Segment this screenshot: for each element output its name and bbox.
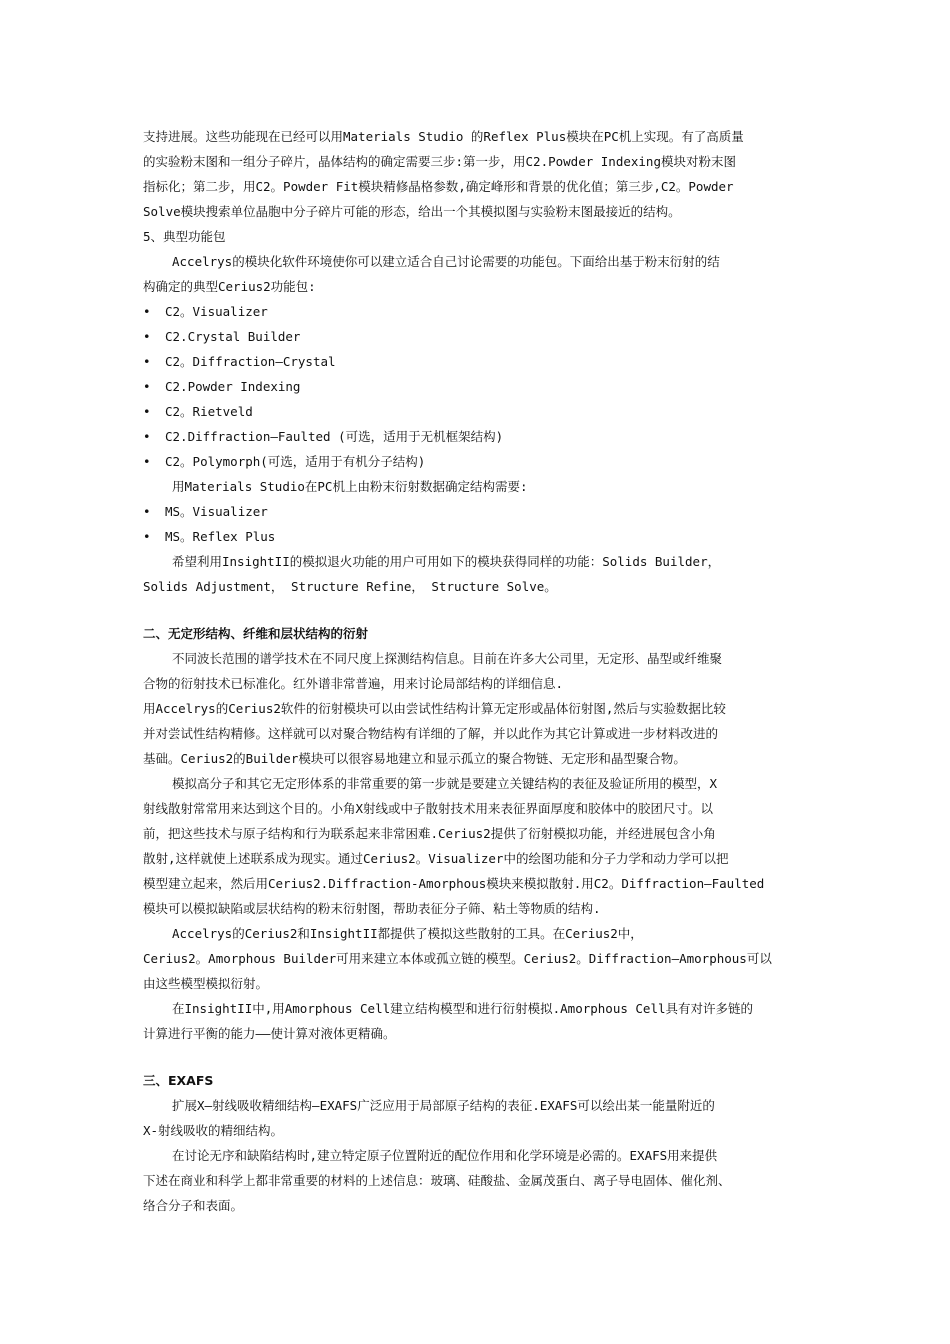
bullet-icon: • [143,504,151,519]
ms-package-list [143,499,813,549]
list-item [143,449,813,474]
text-line: 在讨论无序和缺陷结构时,建立特定原子位置附近的配位作用和化学环境是必需的。EXAFS用来提供 [172,1148,718,1163]
list-item [143,499,813,524]
text-line: 不同波长范围的谱学技术在不同尺度上探测结构信息。目前在许多大公司里，无定形、晶型或纤维聚 [172,651,723,666]
text-line: 络合分子和表面。 [143,1198,244,1213]
text-line: 模块可以模拟缺陷或层状结构的粉末衍射图，帮助表征分子筛、粘土等物质的结构. [143,901,601,916]
bullet-icon: • [143,329,151,344]
text-line: Accelrys的Cerius2和InsightII都提供了模拟这些散射的工具。在Cerius2中， [172,926,643,941]
section-3-title: 三、EXAFS [143,1073,214,1088]
document-body [143,124,813,1218]
list-item-label: C2.Diffraction—Faulted (可选，适用于无机框架结构) [165,429,504,444]
list-item-label: C2。Polymorph(可选，适用于有机分子结构) [165,454,426,469]
text-line: 扩展X—射线吸收精细结构—EXAFS广泛应用于局部原子结构的表征.EXAFS可以绘出某一能量附近的 [172,1098,715,1113]
text-line: 散射,这样就使上述联系成为现实。通过Cerius2。Visualizer中的绘图功能和分子力学和动力学可以把 [143,851,729,866]
section-5 [143,224,813,599]
text-line: 用Materials Studio在PC机上由粉末衍射数据确定结构需要: [172,479,528,494]
section-3 [143,1068,813,1218]
text-line: 在InsightII中,用Amorphous Cell建立结构模型和进行衍射模拟.Amorphous Cell具有对许多链的 [172,1001,754,1016]
text-line: 下述在商业和科学上都非常重要的材料的上述信息：玻璃、硅酸盐、金属茂蛋白、离子导电固体、催化剂、 [143,1173,731,1188]
list-item-label: C2。Visualizer [165,304,268,319]
text-line: Cerius2。Amorphous Builder可用来建立本体或孤立链的模型。Cerius2。Diffraction—Amorphous可以 [143,951,772,966]
text-line: Solve模块搜索单位晶胞中分子碎片可能的形态，给出一个其模拟图与实验粉末图最接近的结构。 [143,204,681,219]
bullet-icon: • [143,304,151,319]
text-line: 前，把这些技术与原子结构和行为联系起来非常困难.Cerius2提供了衍射模拟功能，并经进展包含小角 [143,826,716,841]
list-item-label: MS。Visualizer [165,504,268,519]
text-line: Accelrys的模块化软件环境使你可以建立适合自己讨论需要的功能包。下面给出基于粉末衍射的结 [172,254,720,269]
text-line: 模型建立起来，然后用Cerius2.Diffraction-Amorphous模块来模拟散射.用C2。Diffraction—Faulted [143,876,765,891]
list-item [143,524,813,549]
text-line: 希望利用InsightII的模拟退火功能的用户可用如下的模块获得同样的功能：Solids Builder， [172,554,721,569]
section-2 [143,621,813,1046]
section-spacer [143,599,813,621]
list-item [143,349,813,374]
text-line: 计算进行平衡的能力——使计算对液体更精确。 [143,1026,396,1041]
text-line: 用Accelrys的Cerius2软件的衍射模块可以由尝试性结构计算无定形或晶体衍射图,然后与实验数据比较 [143,701,726,716]
text-line: Solids Adjustment， Structure Refine， Structure Solve。 [143,579,557,594]
section-5-title: 5、典型功能包 [143,229,226,244]
text-line: 模拟高分子和其它无定形体系的非常重要的第一步就是要建立关键结构的表征及验证所用的模型，X [172,776,718,791]
list-item-label: MS。Reflex Plus [165,529,276,544]
cerius-package-list [143,299,813,474]
bullet-icon: • [143,529,151,544]
bullet-icon: • [143,404,151,419]
bullet-icon: • [143,454,151,469]
text-line: 指标化；第二步，用C2。Powder Fit模块精修晶格参数,确定峰形和背景的优化值；第三步,C2。Powder [143,179,734,194]
text-line: 合物的衍射技术已标准化。红外谱非常普遍，用来讨论局部结构的详细信息. [143,676,564,691]
bullet-icon: • [143,429,151,444]
text-line: 构确定的典型Cerius2功能包: [143,279,316,294]
bullet-icon: • [143,354,151,369]
text-line: 射线散射常常用来达到这个目的。小角X射线或中子散射技术用来表征界面厚度和胶体中的胶团尺寸。以 [143,801,714,816]
bullet-icon: • [143,379,151,394]
list-item-label: C2.Crystal Builder [165,329,301,344]
section-2-title: 二、无定形结构、纤维和层状结构的衍射 [143,626,369,641]
list-item-label: C2.Powder Indexing [165,379,301,394]
list-item [143,399,813,424]
text-line: 由这些模型模拟衍射。 [143,976,269,991]
list-item [143,374,813,399]
list-item-label: C2。Diffraction—Crystal [165,354,336,369]
text-line: X-射线吸收的精细结构。 [143,1123,284,1138]
section-spacer [143,1046,813,1068]
list-item [143,299,813,324]
text-line: 的实验粉末图和一组分子碎片，晶体结构的确定需要三步:第一步，用C2.Powder Indexing模块对粉末图 [143,154,736,169]
text-line: 并对尝试性结构精修。这样就可以对聚合物结构有详细的了解，并以此作为其它计算或进一步材料改进的 [143,726,719,741]
paragraph-top [143,124,813,224]
text-line: 支持进展。这些功能现在已经可以用Materials Studio 的Reflex Plus模块在PC机上实现。有了高质量 [143,129,744,144]
list-item [143,324,813,349]
text-line: 基础。Cerius2的Builder模块可以很容易地建立和显示孤立的聚合物链、无定形和晶型聚合物。 [143,751,686,766]
list-item-label: C2。Rietveld [165,404,253,419]
list-item [143,424,813,449]
